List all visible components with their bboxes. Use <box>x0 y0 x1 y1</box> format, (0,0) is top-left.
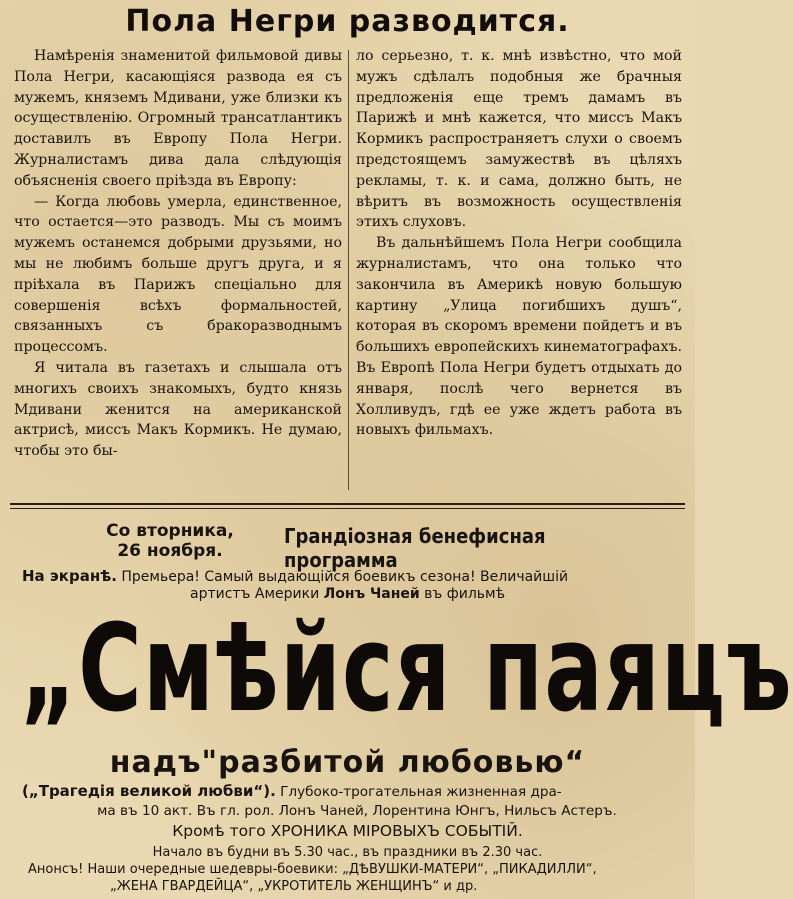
ad-showtimes: Начало въ будни въ 5.30 час., въ праздники въ 2.30 час. <box>152 845 543 860</box>
article-column-left <box>14 46 342 462</box>
ad-film-title: „Смѣйся паяцъ <box>20 600 793 739</box>
article-paragraph: Намѣренія знаменитой фильмовой дивы Пола Негри, касающіяся развода ея съ мужемъ, княземъ Мдивани, уже близки къ осуществленію. Огромный трансатлантикъ доставилъ въ Европу Пола Негри. Журналистамъ дива дала слѣдующія объясненія своего пріѣзда въ Европу: <box>14 48 342 189</box>
article-paragraph: Я читала въ газетахъ и слышала отъ многихъ своихъ знакомыхъ, будто князь Мдивани женится на американской актрисѣ, миссъ Макъ Кормикъ. Не думаю, чтобы это бы- <box>14 359 342 460</box>
ad-screen-line <box>22 567 687 585</box>
section-divider <box>10 503 685 505</box>
ad-extra-program: Кромѣ того ХРОНИКА МІРОВЫХЪ СОБЫТІЙ. <box>172 822 523 840</box>
ad-film-subtitle: надъ"разбитой любовью“ <box>109 745 586 780</box>
ad-program-title: Грандіозная бенефисная программа <box>284 524 546 572</box>
article-column-right <box>356 46 682 441</box>
article-paragraph: ло серьезно, т. к. мнѣ извѣстно, что мой мужъ сдѣлалъ подобныя же брачныя предложенія еще тремъ дамамъ въ Парижѣ и мнѣ кажется, что миссъ Макъ Кормикъ распространяетъ слухи о своемъ предстоящемъ замужествѣ въ цѣляхъ рекламы, т. к. и сама, должно быть, не вѣритъ въ возможность осуществленія этихъ слуховъ. <box>356 48 682 231</box>
article-paragraph: — Когда любовь умерла, единственное, что остается—это разводъ. Мы съ моимъ мужемъ останемся добрыми друзьями, но мы не любимъ больше другъ друга, и я пріѣхала въ Парижъ спеціально для совершенія всѣхъ формальностей, связанныхъ съ бракоразводнымъ процессомъ. <box>14 193 342 356</box>
article-paragraph: Въ дальнѣйшемъ Пола Негри сообщила журналистамъ, что она только что закончила въ Америкѣ новую большую картину „Улица погибшихъ душъ“, которая въ скоромъ времени пойдетъ и въ большихъ европейскихъ кинематографахъ. Въ Европѣ Пола Негри будетъ отдыхать до января, послѣ чего вернется въ Холливудъ, гдѣ ее уже ждетъ работа въ новыхъ фильмахъ. <box>356 235 682 439</box>
ad-actor-line: артистъ Америки Лонъ Чаней въ фильмѣ <box>189 586 505 602</box>
ad-alt-title: („Трагедія великой любви“). <box>22 782 276 800</box>
section-divider <box>10 508 685 509</box>
ad-film-description: („Трагедія великой любви“). Глубоко-трогательная жизненная дра- ма въ 10 акт. Въ гл. рол. Лонъ Чаней, Лорентина Юнгъ, Нильсъ Астеръ. <box>22 782 617 819</box>
column-divider <box>348 50 349 490</box>
article-headline: Пола Негри разводится. <box>125 4 570 39</box>
ad-actor-name: Лонъ Чаней <box>323 586 420 602</box>
ad-screen-label: На экранѣ. <box>22 567 117 585</box>
ad-announcement: Анонсъ! Наши очередные шедевры-боевики: „ДѢВУШКИ-МАТЕРИ“, „ПИКАДИЛЛИ“, „ЖЕНА ГВАРДЕЙЦА“, „УКРОТИТЕЛЬ ЖЕНЩИНЪ“ и др. <box>28 862 597 894</box>
ad-screen-text: Премьера! Самый выдающійся боевикъ сезона! Величайшій <box>121 569 569 585</box>
ad-date: Со вторника, 26 ноября. <box>106 521 234 561</box>
